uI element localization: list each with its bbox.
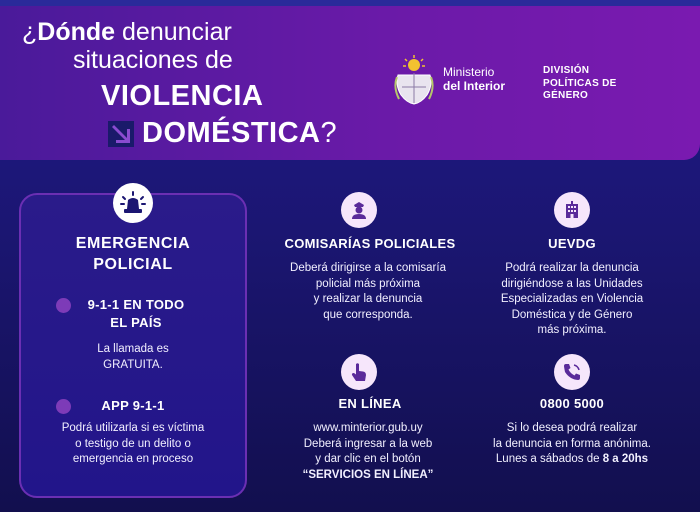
- uevdg-body: [472, 261, 672, 339]
- enlinea-title: EN LÍNEA: [338, 396, 402, 411]
- uevdg-line3: Especializadas en Violencia: [500, 293, 644, 306]
- logo-line1: Ministerio: [443, 65, 495, 80]
- comisarias-body: [253, 261, 483, 323]
- comisarias-line3: y realizar la denuncia: [313, 293, 423, 306]
- phone-note: [21, 342, 245, 373]
- ministerio-logo: [393, 55, 505, 105]
- enlinea-line2: Deberá ingresar a la web: [303, 437, 433, 450]
- hand-touch-icon: [341, 354, 377, 390]
- app-note-line2: o testigo de un delito o: [75, 437, 191, 450]
- building-icon: [554, 192, 590, 228]
- phone-note-line1: La llamada es: [97, 343, 169, 355]
- police-officer-icon: [341, 192, 377, 228]
- telefono-hours: 8 a 20hs: [602, 453, 649, 466]
- enlinea-button-label: “SERVICIOS EN LÍNEA”: [302, 468, 434, 481]
- comisarias-line1: Deberá dirigirse a la comisaría: [290, 262, 446, 274]
- title-line2: situaciones de: [73, 46, 233, 74]
- emergency-title-line1: EMERGENCIA: [75, 235, 191, 252]
- comisarias-title: COMISARÍAS POLICIALES: [284, 236, 456, 251]
- siren-icon: [113, 183, 153, 223]
- title-open: ¿: [22, 18, 38, 46]
- comisarias-line4: que corresponda.: [323, 308, 413, 321]
- bullet-dot: [56, 399, 71, 414]
- comisarias-line2: policial más próxima: [315, 277, 421, 290]
- title-rest: denunciar: [115, 18, 232, 46]
- emergency-title-line2: POLICIAL: [93, 255, 173, 273]
- division-line3: GÉNERO: [543, 90, 589, 101]
- phone-icon: [554, 354, 590, 390]
- uevdg-line5: más próxima.: [537, 324, 607, 337]
- telefono-title: 0800 5000: [539, 396, 605, 411]
- app-note: [21, 421, 245, 468]
- telefono-hours-prefix: Lunes a sábados de: [495, 453, 603, 466]
- telefono-line2: la denuncia en forma anónima.: [493, 437, 651, 450]
- phone-line1: 9-1-1 EN TODO: [87, 297, 185, 312]
- app-note-line3: emergencia en proceso: [72, 453, 194, 466]
- division-line1: DIVISIÓN: [543, 65, 590, 76]
- title-bold: Dónde: [37, 18, 116, 46]
- emergency-title: [21, 234, 245, 276]
- title-line4: DOMÉSTICA: [142, 117, 321, 149]
- coat-of-arms-icon: [393, 55, 435, 105]
- title-line3: VIOLENCIA: [101, 80, 264, 112]
- header-banner: [0, 0, 700, 160]
- uevdg-line2: dirigiéndose a las Unidades: [501, 277, 643, 290]
- logo-line2: del Interior: [443, 79, 506, 93]
- uevdg-line4: Doméstica y de Género: [511, 308, 633, 321]
- page-title: [22, 20, 337, 148]
- app-note-line1: Podrá utilizarla si es víctima: [61, 422, 205, 434]
- division-line2: POLÍTICAS DE: [543, 77, 617, 89]
- enlinea-url: www.minterior.gub.uy: [313, 422, 423, 434]
- uevdg-title: UEVDG: [548, 236, 596, 251]
- enlinea-line3: y dar clic en el botón: [315, 453, 421, 466]
- enlinea-body: [253, 421, 483, 483]
- telefono-body: [472, 421, 672, 468]
- phone-heading: [71, 296, 201, 331]
- arrow-down-right-icon: [108, 121, 134, 147]
- title-close: ?: [320, 117, 337, 149]
- phone-line2: EL PAÍS: [110, 314, 162, 330]
- emergency-panel: [19, 193, 247, 498]
- app-heading: APP 9-1-1: [101, 398, 165, 413]
- bullet-dot: [56, 298, 71, 313]
- telefono-line1: Si lo desea podrá realizar: [506, 422, 638, 434]
- phone-note-line2: GRATUITA.: [103, 358, 163, 371]
- uevdg-line1: Podrá realizar la denuncia: [505, 262, 639, 274]
- division-label: [543, 65, 617, 103]
